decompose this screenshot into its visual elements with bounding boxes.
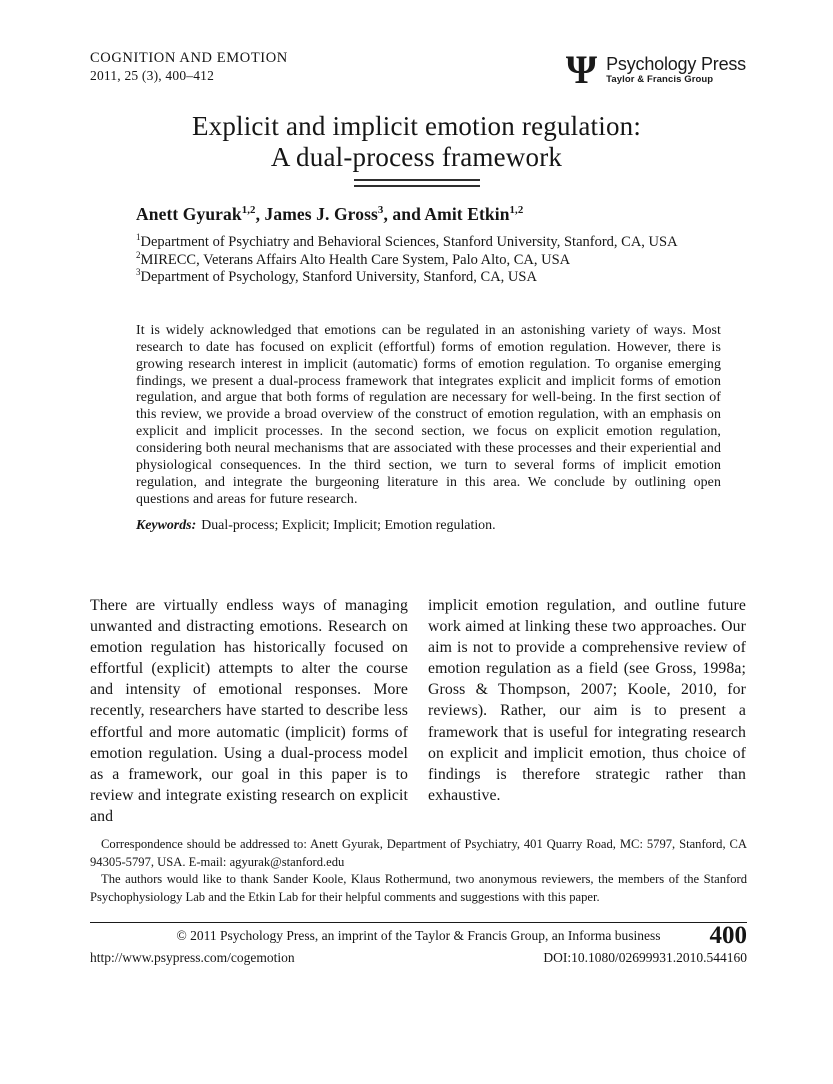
affiliation-text: Department of Psychology, Stanford University, Stanford, CA, USA bbox=[140, 269, 537, 286]
paper-title-line1: Explicit and implicit emotion regulation: bbox=[191, 111, 642, 141]
author-affiliation-marker: 1,2 bbox=[241, 204, 256, 217]
keywords-text: Dual-process; Explicit; Implicit; Emotion regulation. bbox=[201, 517, 496, 533]
title-double-rule bbox=[354, 179, 480, 187]
keywords-line bbox=[136, 517, 721, 534]
footer-links-row bbox=[90, 949, 747, 967]
doi-text: DOI:10.1080/02699931.2010.544160 bbox=[543, 950, 747, 965]
copyright-line: © 2011 Psychology Press, an imprint of the Taylor & Francis Group, an Informa business bbox=[176, 928, 661, 943]
affiliation-text: Department of Psychiatry and Behavioral Sciences, Stanford University, Stanford, CA, USA bbox=[140, 234, 678, 250]
publisher-logo bbox=[565, 47, 746, 92]
body-right-column: implicit emotion regulation, and outline future work aimed at linking these two approaches. Our aim is not to provide a comprehensive review of emotion regulation as a field (see Gross, 1998a; Gross & Thompson, 2007; Koole, 2010, for reviews). Rather, our aim is to present a framework that is useful for integrating research on explicit and implicit emotion, thus choice of findings is therefore strategic rather than exhaustive. bbox=[428, 597, 746, 804]
affiliation-marker: 1 bbox=[136, 232, 141, 243]
paper-title bbox=[0, 111, 833, 173]
journal-issue: 2011, 25 (3), 400–412 bbox=[90, 68, 215, 83]
author-name: Anett Gyurak bbox=[136, 204, 242, 224]
abstract-text: It is widely acknowledged that emotions can be regulated in an astonishing variety of ways. Most research to date has focused on explicit (effortful) forms of emotion regulation. However, there is growing research interest in implicit (automatic) forms of emotion regulation. To organise emerging findings, we present a dual-process framework that integrates explicit and implicit forms of emotion regulation, and argue that both forms of regulation are necessary for well-being. In the first section of this review, we provide a broad overview of the construct of emotion regulation, with an emphasis on explicit and implicit processes. In the second section, we focus on explicit emotion regulation, considering both neural mechanisms that are associated with these processes and their experiential and physiological consequences. In the third section, we turn to several forms of implicit emotion regulation, and integrate the burgeoning literature in this area. We conclude by outlining open questions and areas for future research. bbox=[136, 322, 721, 507]
page-footer bbox=[90, 922, 747, 967]
affiliation-line bbox=[136, 249, 721, 270]
paper-title-line2: A dual-process framework bbox=[270, 142, 563, 172]
affiliation-marker: 2 bbox=[136, 249, 141, 260]
journal-url: http://www.psypress.com/cogemotion bbox=[90, 950, 295, 965]
front-matter bbox=[136, 203, 721, 534]
footnotes bbox=[90, 836, 747, 906]
journal-info bbox=[90, 50, 288, 85]
affiliation-text: MIRECC, Veterans Affairs Alto Health Care System, Palo Alto, CA, USA bbox=[140, 251, 571, 268]
publisher-subtitle: Taylor & Francis Group bbox=[606, 74, 714, 85]
footnote-acknowledgements: The authors would like to thank Sander Koole, Klaus Rothermund, two anonymous reviewers, the members of the Stanford Psychophysiology Lab and the Etkin Lab for their helpful comments and suggestions with this paper. bbox=[90, 872, 747, 904]
body-left-column: There are virtually endless ways of managing unwanted and distracting emotions. Research on emotion regulation has historically focused on effortful (explicit) attempts to alter the course and intensity of emotional responses. More recently, researchers have started to describe less effortful and more automatic (implicit) forms of emotion regulation. Using a dual-process model as a framework, our goal in this paper is to review and integrate existing research on explicit and bbox=[90, 597, 408, 825]
page-number: 400 bbox=[709, 922, 747, 949]
affiliation-line bbox=[136, 234, 721, 252]
footer-rule bbox=[90, 922, 747, 923]
affiliation-line bbox=[136, 269, 721, 287]
title-block bbox=[0, 111, 833, 187]
footnote-correspondence: Correspondence should be addressed to: Anett Gyurak, Department of Psychiatry, 401 Quarry Road, MC: 5797, Stanford, CA 94305-5797, USA. E-mail: agyurak@stanford.edu bbox=[90, 837, 747, 869]
psi-logo-icon: Ψ bbox=[565, 47, 598, 92]
page-header bbox=[90, 47, 746, 92]
footer-copyright-row bbox=[90, 922, 747, 949]
authors-line bbox=[136, 203, 721, 225]
author-affiliation-marker: 1,2 bbox=[509, 204, 524, 217]
keywords-label: Keywords: bbox=[136, 517, 197, 533]
affiliation-marker: 3 bbox=[136, 267, 141, 278]
publisher-logo-text bbox=[606, 55, 746, 85]
journal-name: COGNITION AND EMOTION bbox=[90, 50, 288, 66]
author-name: James J. Gross bbox=[264, 204, 378, 224]
affiliations bbox=[136, 234, 721, 287]
author-separator: , and bbox=[383, 204, 425, 224]
author-name: Amit Etkin bbox=[424, 204, 510, 224]
publisher-name: Psychology Press bbox=[606, 54, 746, 74]
author-separator: , bbox=[255, 204, 265, 224]
author-affiliation-marker: 3 bbox=[377, 204, 384, 217]
body-columns bbox=[90, 595, 746, 827]
